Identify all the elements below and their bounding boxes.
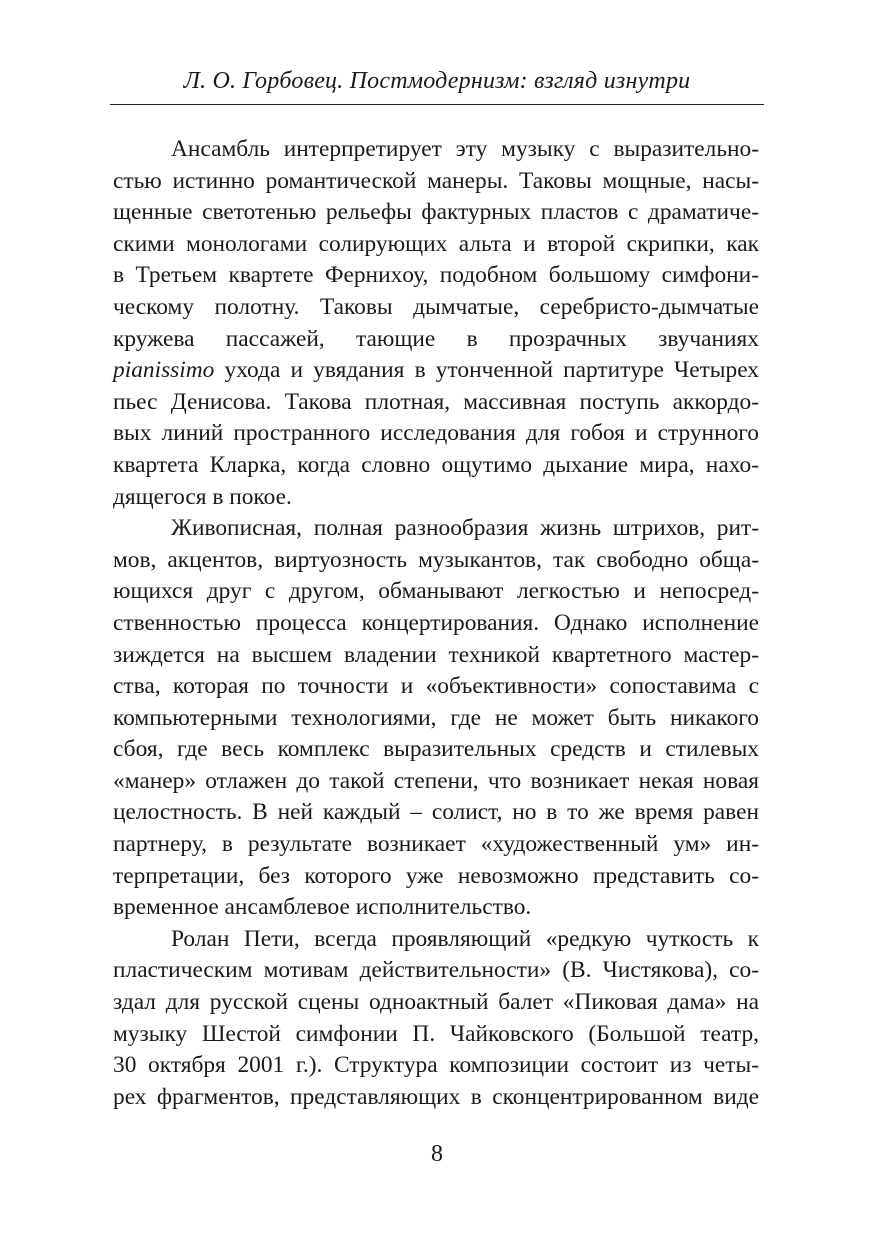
text-line: компьютерными технологиями, где не может быть никакого xyxy=(113,704,759,731)
italic-term: pianissimo xyxy=(113,357,215,384)
text-line: щенные светотенью рельефы фактурных пластов с драматиче- xyxy=(113,199,759,226)
text-line: здал для русской сцены одноактный балет «Пиковая дама» на xyxy=(113,989,759,1016)
paragraph-3 xyxy=(113,924,759,1114)
text-line: вых линий пространного исследования для гобоя и струнного xyxy=(113,420,759,447)
text-line: ственностью процесса концертирования. Однако исполнение xyxy=(113,609,759,636)
text-line-with-italic xyxy=(113,355,759,387)
text-line: 30 октября 2001 г.). Структура композиции состоит из четы- xyxy=(113,1052,759,1079)
text-line: в Третьем квартете Ферниxоу, подобном большому симфони- xyxy=(113,262,759,289)
running-title: Л. О. Горбовец. Постмодернизм: взгляд изнутри xyxy=(183,68,691,94)
text-line: скими монологами солирующих альта и второй скрипки, как xyxy=(113,230,759,257)
paragraph-1 xyxy=(113,134,759,513)
body-text xyxy=(113,134,759,1113)
text-line: квартета Кларка, когда словно ощутимо дыхание мира, нахо- xyxy=(113,451,759,478)
text-line: терпретации, без которого уже невозможно представить со- xyxy=(113,862,759,889)
text-line: мов, акцентов, виртуозность музыкантов, так свободно обща- xyxy=(113,546,759,573)
text-line: Ансамбль интерпретирует эту музыку с выразительно- xyxy=(171,136,759,162)
text-line: зиждется на высшем владении техникой квартетного мастер- xyxy=(113,641,759,668)
text-line: рех фрагментов, представляющих в сконцентрированном виде xyxy=(113,1083,759,1110)
paragraph-2 xyxy=(113,513,759,924)
text-line: ческому полотну. Таковы дымчатые, серебристо-дымчатые xyxy=(113,293,759,320)
text-line: сбоя, где весь комплекс выразительных средств и стилевых xyxy=(113,736,759,763)
text-line: партнеру, в результате возникает «художественный ум» ин- xyxy=(113,831,759,858)
text-line: Ролан Пети, всегда проявляющий «редкую чуткость к xyxy=(171,925,759,952)
text-line: музыку Шестой симфонии П. Чайковского (Большой театр, xyxy=(113,1020,759,1047)
text-line: временное ансамблевое исполнительство. xyxy=(113,894,532,921)
page-number: 8 xyxy=(431,1141,443,1167)
text-line: кружева пассажей, тающие в прозрачных звучаниях xyxy=(113,325,759,352)
text-line: дящегося в покое. xyxy=(113,483,292,510)
text-line: «манер» отлажен до такой степени, что возникает некая новая xyxy=(113,767,759,794)
text-line: целостность. В ней каждый – солист, но в то же время равен xyxy=(113,799,759,826)
text-line: пьес Денисова. Такова плотная, массивная поступь аккордо- xyxy=(113,388,759,415)
text-line: ства, которая по точности и «объективности» сопоставима с xyxy=(113,673,759,700)
text-line: пластическим мотивам действительности» (В. Чистякова), со- xyxy=(113,957,759,984)
text-line: Живописная, полная разнообразия жизнь штрихов, рит- xyxy=(171,515,759,542)
header-rule xyxy=(110,104,764,105)
text-line: стью истинно романтической манеры. Таковы мощные, насы- xyxy=(113,167,759,194)
text-fragment: уходa и увядания в утонченной партитуре Четырех xyxy=(224,357,759,384)
text-line: ющихся друг с другом, обманывают легкостью и непосред- xyxy=(113,578,759,605)
